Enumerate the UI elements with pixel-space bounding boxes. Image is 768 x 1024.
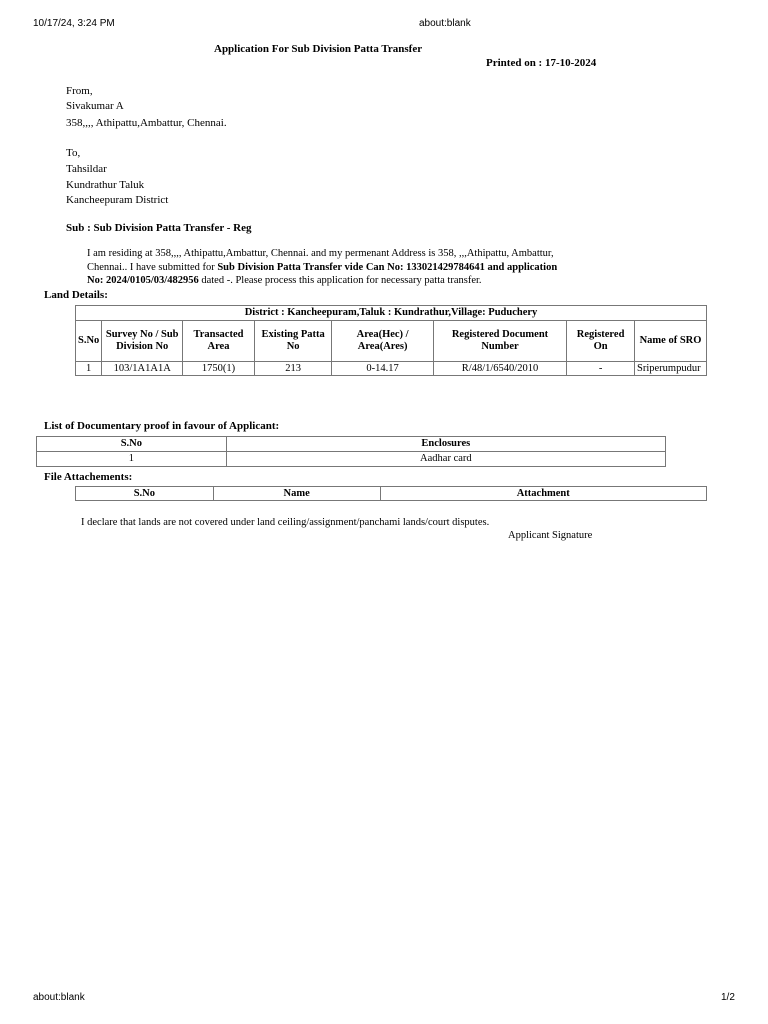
column-header: Enclosures: [226, 437, 665, 452]
page-number: 1/2: [721, 992, 735, 1003]
footer-url: about:blank: [33, 992, 85, 1003]
file-attachments-table: [75, 486, 707, 501]
to-label: To,: [66, 147, 81, 159]
body-paragraph: [87, 247, 607, 288]
table-cell: 1750(1): [183, 362, 255, 376]
table-cell: 0-14.17: [332, 362, 433, 376]
applicant-signature: Applicant Signature: [508, 530, 593, 541]
to-line1: Tahsildar: [66, 163, 107, 175]
column-header: Area(Hec) / Area(Ares): [332, 321, 433, 362]
column-header: S.No: [76, 487, 214, 501]
column-header: Name of SRO: [635, 321, 707, 362]
table-cell: 103/1A1A1A: [102, 362, 183, 376]
body-line2-can-no: Sub Division Patta Transfer vide Can No: 133021429784641 and application: [217, 261, 558, 273]
column-header: S.No: [37, 437, 227, 452]
to-line2: Kundrathur Taluk: [66, 179, 145, 191]
body-line3: [87, 274, 607, 288]
table-cell: 213: [254, 362, 332, 376]
printed-on: Printed on : 17-10-2024: [486, 57, 597, 69]
from-name: Sivakumar A: [66, 100, 124, 112]
column-header: Transacted Area: [183, 321, 255, 362]
print-url: about:blank: [419, 18, 471, 29]
documentary-proof-label: List of Documentary proof in favour of Applicant:: [44, 420, 280, 432]
body-line2-text: Chennai.. I have submitted for: [87, 261, 218, 273]
subject: Sub : Sub Division Patta Transfer - Reg: [66, 222, 252, 234]
column-header: Attachment: [380, 487, 707, 501]
land-details-label: Land Details:: [44, 289, 108, 301]
column-header: S.No: [76, 321, 102, 362]
column-header: Survey No / Sub Division No: [102, 321, 183, 362]
land-details-table: [75, 305, 707, 376]
table-cell: -: [567, 362, 635, 376]
table-row: [37, 452, 666, 467]
table-cell: 1: [76, 362, 102, 376]
table-cell: 1: [37, 452, 227, 467]
body-line3-text: dated -. Please process this application for necessary patta transfer.: [198, 275, 482, 286]
table-row: [76, 362, 707, 376]
documentary-proof-table: [36, 436, 666, 467]
table-cell: R/48/1/6540/2010: [433, 362, 566, 376]
table-cell: Aadhar card: [226, 452, 665, 467]
document-title: Application For Sub Division Patta Transfer: [214, 43, 423, 55]
print-datetime: 10/17/24, 3:24 PM: [33, 18, 115, 29]
column-header: Registered Document Number: [433, 321, 566, 362]
to-line3: Kancheepuram District: [66, 194, 169, 206]
declaration: I declare that lands are not covered under land ceiling/assignment/panchami lands/court disputes.: [81, 517, 490, 528]
body-line3-app-no: No: 2024/0105/03/482956: [87, 275, 199, 286]
file-attachments-label: File Attachements:: [44, 471, 133, 483]
body-line1: I am residing at 358,,,, Athipattu,Ambattur, Chennai. and my permenant Address is 358, ,,,Athipattu, Ambattur,: [87, 248, 554, 259]
body-line2: [87, 261, 607, 275]
column-header: Existing Patta No: [254, 321, 332, 362]
from-label: From,: [66, 85, 93, 97]
column-header: Registered On: [567, 321, 635, 362]
column-header: Name: [213, 487, 380, 501]
district-header: District : Kancheepuram,Taluk : Kundrathur,Village: Puduchery: [76, 306, 707, 321]
from-address: 358,,,, Athipattu,Ambattur, Chennai.: [66, 117, 227, 129]
table-cell: Sriperumpudur: [635, 362, 707, 376]
